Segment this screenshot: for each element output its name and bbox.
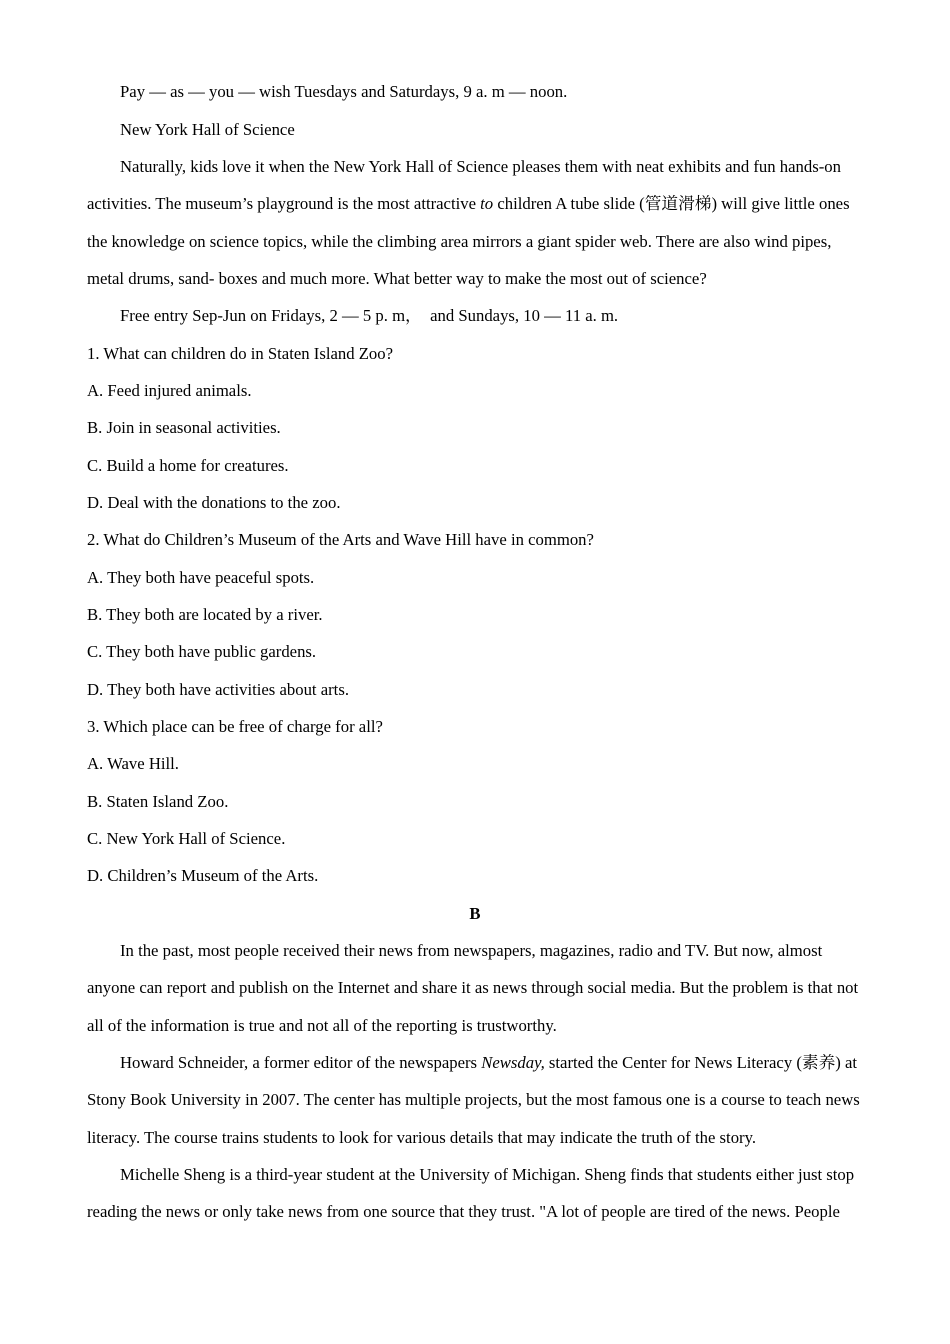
answer-option-d: D. Children’s Museum of the Arts.: [87, 866, 319, 886]
answer-option-c: C. Build a home for creatures.: [87, 455, 289, 475]
text-segment: started the Center for News Literacy (素养) at: [544, 1052, 858, 1072]
pay-as-you-wish-line: Pay — as — you — wish Tuesdays and Saturdays, 9 a. m — noon.: [120, 82, 568, 102]
passage-b-paragraph-3: [87, 1156, 863, 1231]
question-stem: 3. Which place can be free of charge for all?: [87, 716, 383, 736]
question-stem: 2. What do Children’s Museum of the Arts and Wave Hill have in common?: [87, 530, 594, 550]
paragraph-line: Naturally, kids love it when the New York Hall of Science pleases them with neat exhibits and fun hands-on: [120, 156, 841, 176]
answer-option-d: D. Deal with the donations to the zoo.: [87, 492, 341, 512]
question-3: [87, 708, 863, 895]
page-content: [87, 73, 863, 1230]
paragraph-line: metal drums, sand- boxes and much more. What better way to make the most out of science?: [87, 268, 707, 288]
italic-word: to: [480, 194, 494, 214]
answer-option-a: A. Wave Hill.: [87, 754, 179, 774]
answer-option-c: C. New York Hall of Science.: [87, 828, 286, 848]
answer-option-b: B. Join in seasonal activities.: [87, 418, 281, 438]
passage-b-paragraph-2: [87, 1044, 863, 1156]
question-1: [87, 335, 863, 522]
paragraph-line: [87, 185, 863, 222]
passage-b-paragraph-1: [87, 932, 863, 1044]
paragraph-line: all of the information is true and not all of the reporting is trustworthy.: [87, 1015, 557, 1035]
question-stem: 1. What can children do in Staten Island Zoo?: [87, 343, 394, 363]
paragraph-line: Stony Book University in 2007. The center has multiple projects, but the most famous one is a course to teach news: [87, 1090, 860, 1110]
paragraph-line: In the past, most people received their news from newspapers, magazines, radio and TV. But now, almost: [120, 940, 823, 960]
answer-option-c: C. They both have public gardens.: [87, 642, 317, 662]
hall-of-science-paragraph: [87, 148, 863, 297]
free-entry-line: Free entry Sep-Jun on Fridays, 2 — 5 p. m， and Sundays, 10 — 11 a. m.: [120, 306, 619, 326]
answer-option-b: B. They both are located by a river.: [87, 604, 323, 624]
hall-of-science-heading: New York Hall of Science: [120, 119, 295, 139]
text-segment: Howard Schneider, a former editor of the newspapers: [120, 1052, 482, 1072]
answer-option-b: B. Staten Island Zoo.: [87, 791, 229, 811]
paragraph-line: the knowledge on science topics, while the climbing area mirrors a giant spider web. There are also wind pipes,: [87, 231, 832, 251]
paragraph-line: anyone can report and publish on the Internet and share it as news through social media. But the problem is that not: [87, 978, 859, 998]
text-segment: activities. The museum’s playground is the most attractive: [87, 194, 481, 214]
paragraph-line: literacy. The course trains students to look for various details that may indicate the truth of the story.: [87, 1127, 757, 1147]
italic-newspaper-name: Newsday,: [481, 1052, 545, 1072]
answer-option-a: A. They both have peaceful spots.: [87, 567, 315, 587]
text-segment: children A tube slide (管道滑梯) will give little ones: [493, 194, 850, 214]
paragraph-line: [87, 1044, 863, 1081]
paragraph-line: Michelle Sheng is a third-year student at the University of Michigan. Sheng finds that students either just stop: [120, 1164, 855, 1184]
answer-option-d: D. They both have activities about arts.: [87, 679, 349, 699]
paragraph-line: reading the news or only take news from one source that they trust. "A lot of people are tired of the news. People: [87, 1202, 840, 1222]
section-b-heading: B: [469, 903, 481, 923]
question-2: [87, 521, 863, 708]
answer-option-a: A. Feed injured animals.: [87, 380, 252, 400]
